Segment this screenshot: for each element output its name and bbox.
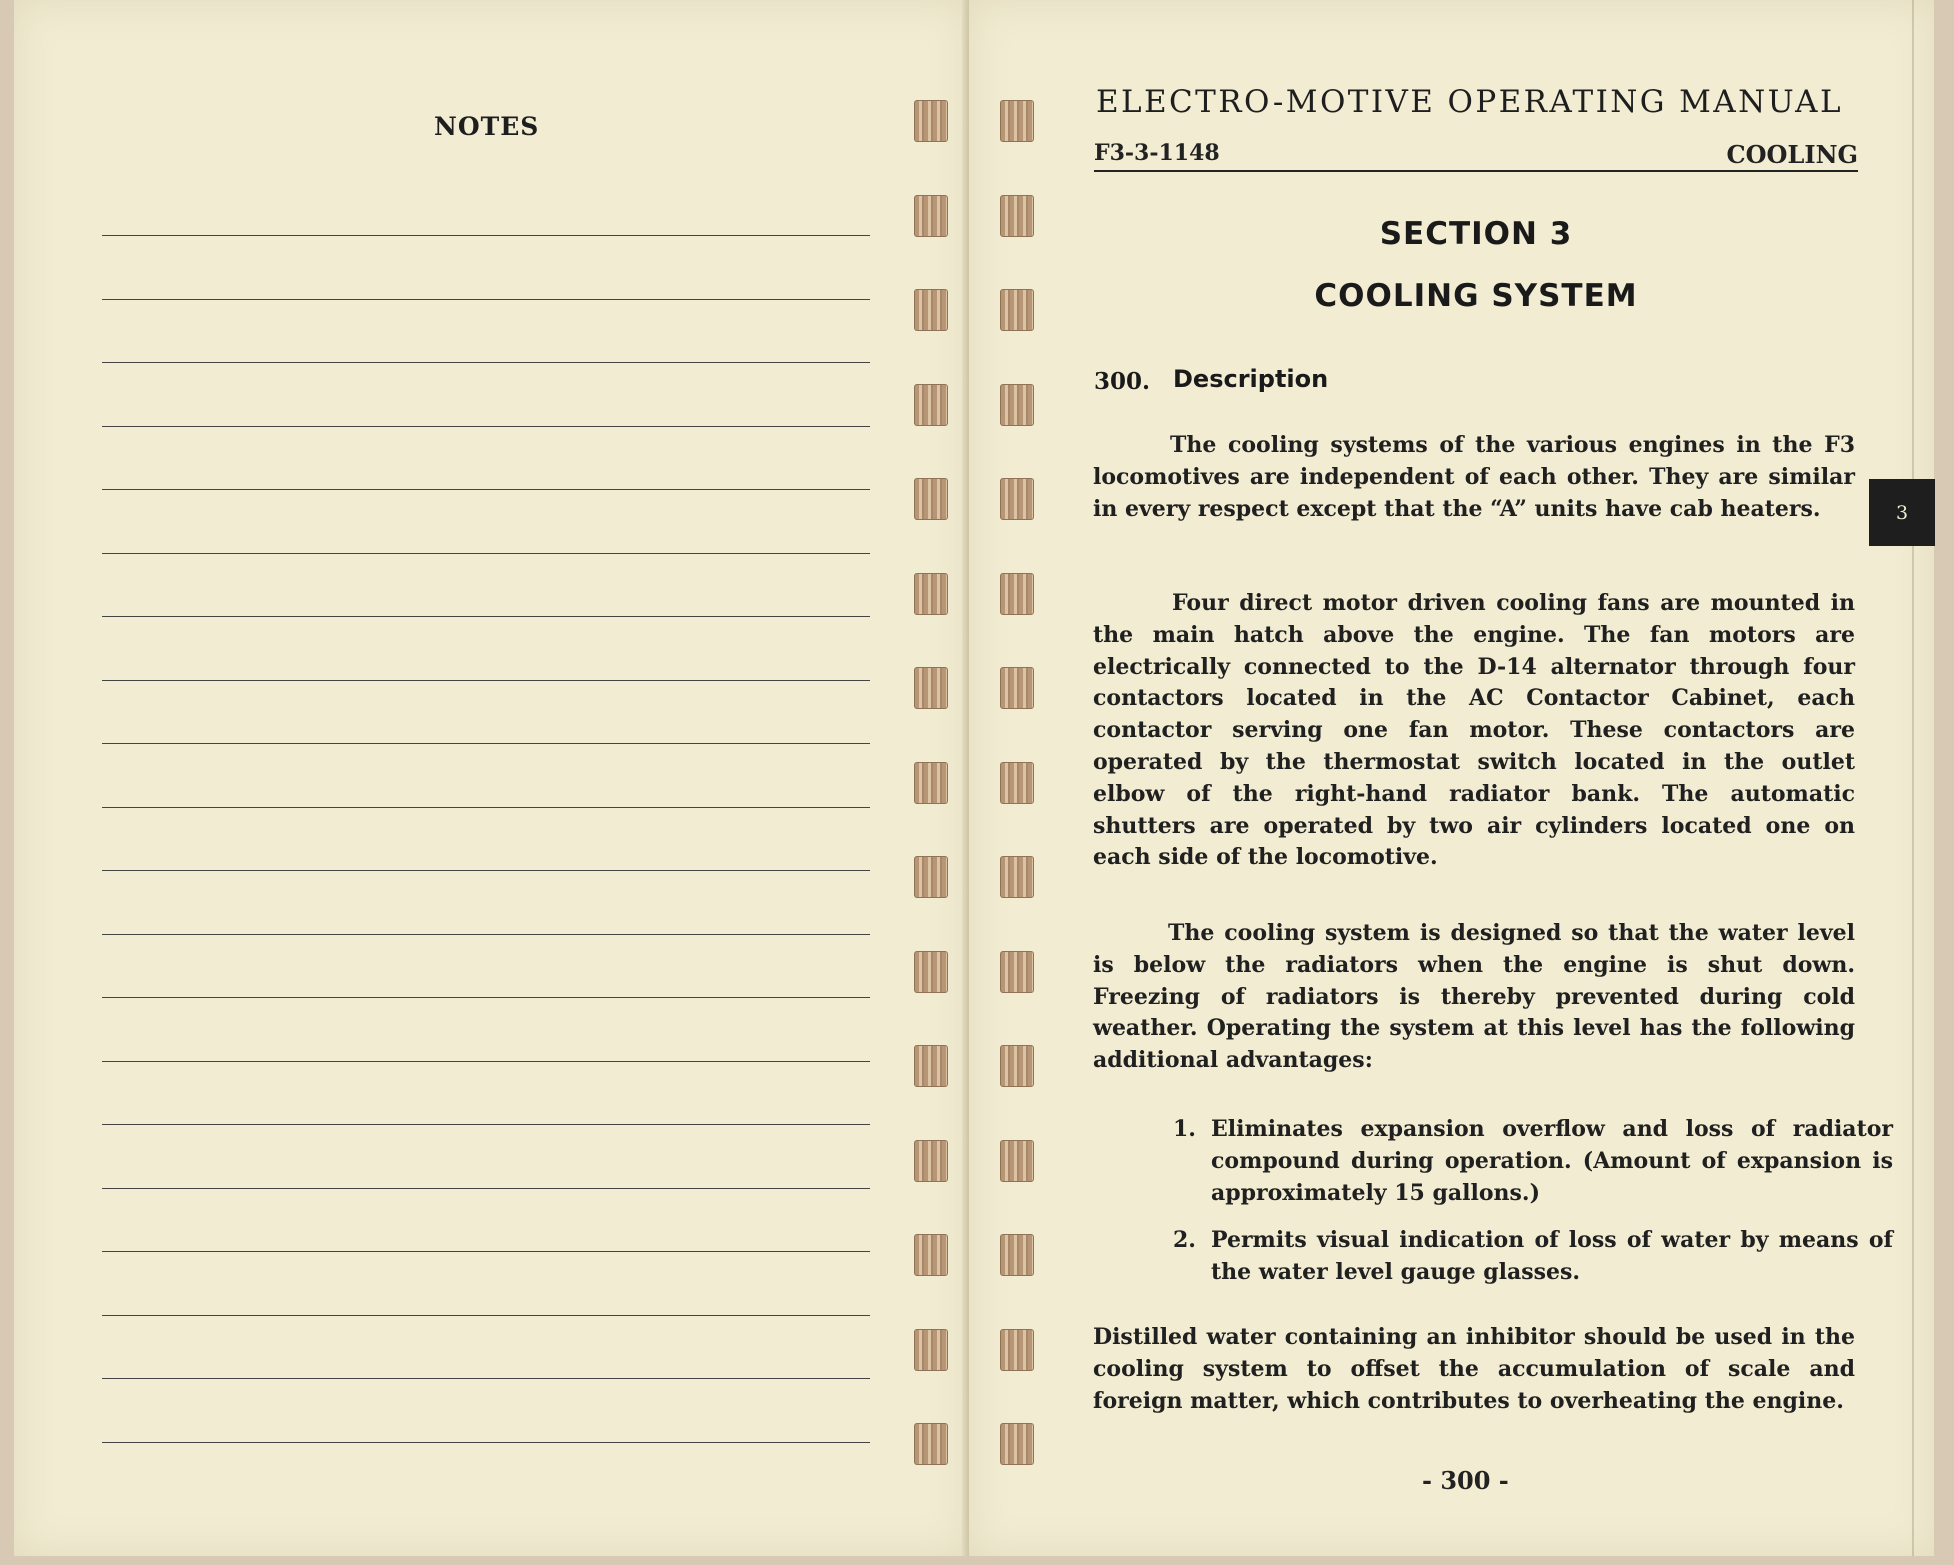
binding-hole	[914, 1329, 948, 1371]
note-line	[102, 1124, 870, 1125]
note-line	[102, 1188, 870, 1189]
binding-hole	[1000, 1045, 1034, 1087]
list-item	[1173, 1114, 1893, 1209]
section-name: COOLING	[1726, 140, 1858, 169]
binding-hole	[1000, 1234, 1034, 1276]
note-line	[102, 807, 870, 808]
note-line	[102, 997, 870, 998]
left-page	[14, 0, 969, 1556]
list-item-text: Eliminates expansion overflow and loss of radiator compound during operation. (Amount of expansion is approximately 15 gallons.)	[1211, 1116, 1893, 1206]
binding-hole	[1000, 478, 1034, 520]
binding-hole	[1000, 289, 1034, 331]
binding-hole	[1000, 667, 1034, 709]
subsection-title: Description	[1173, 365, 1329, 393]
note-line	[102, 680, 870, 681]
note-line	[102, 1251, 870, 1252]
note-line	[102, 489, 870, 490]
section-title: COOLING SYSTEM	[1314, 278, 1638, 314]
section-label: SECTION 3	[1379, 216, 1573, 252]
paragraph-1: The cooling systems of the various engines in the F3 locomotives are independent of each other. They are similar in every respect except that the “A” units have cab heaters.	[1093, 432, 1855, 522]
note-line	[102, 1315, 870, 1316]
manual-title: ELECTRO-MOTIVE OPERATING MANUAL	[1096, 84, 1843, 120]
note-line	[102, 616, 870, 617]
notes-title: NOTES	[434, 112, 540, 141]
running-header	[1094, 140, 1858, 172]
binding-hole	[914, 856, 948, 898]
note-line	[102, 426, 870, 427]
closing-paragraph: Distilled water containing an inhibitor should be used in the cooling system to offset the accumulation of scale and foreign matter, which contributes to overheating the engine.	[1093, 1324, 1855, 1414]
paragraph-3: The cooling system is designed so that the water level is below the radiators when the engine is shut down. Freezing of radiators is thereby prevented during cold weather. Operating the system at this level has the following additional advantages:	[1093, 920, 1855, 1074]
binding-hole	[914, 100, 948, 142]
binding-hole	[1000, 951, 1034, 993]
binding-hole	[914, 1045, 948, 1087]
note-line	[102, 362, 870, 363]
list-item-text: Permits visual indication of loss of water by means of the water level gauge glasses.	[1211, 1227, 1893, 1285]
binding-hole	[914, 1140, 948, 1182]
binding-hole	[1000, 100, 1034, 142]
binding-hole	[914, 289, 948, 331]
page-edge	[1912, 0, 1914, 1556]
binding-hole	[914, 573, 948, 615]
binding-holes-left	[914, 0, 948, 1556]
binding-hole	[1000, 856, 1034, 898]
binding-hole	[914, 951, 948, 993]
binding-hole	[914, 384, 948, 426]
binding-hole	[1000, 1140, 1034, 1182]
binding-holes-right	[1000, 0, 1034, 1556]
page-number: - 300 -	[1422, 1466, 1509, 1495]
paragraph-2: Four direct motor driven cooling fans are mounted in the main hatch above the engine. The fan motors are electrically connected to the D-14 alternator through four contactors located in the AC Contactor Cabinet, each contactor serving one fan motor. These contactors are operated by the thermostat switch located in the outlet elbow of the right-hand radiator bank. The automatic shutters are operated by two air cylinders located one on each side of the locomotive.	[1093, 590, 1855, 871]
note-line	[102, 743, 870, 744]
binding-hole	[1000, 384, 1034, 426]
list-item-number: 1.	[1173, 1116, 1196, 1142]
binding-hole	[1000, 573, 1034, 615]
note-line	[102, 1442, 870, 1443]
list-item-number: 2.	[1173, 1227, 1196, 1253]
binding-hole	[1000, 1329, 1034, 1371]
binding-hole	[914, 667, 948, 709]
binding-hole	[1000, 762, 1034, 804]
binding-hole	[1000, 1423, 1034, 1465]
note-line	[102, 1061, 870, 1062]
list-item	[1173, 1225, 1893, 1289]
binding-hole	[914, 762, 948, 804]
note-line	[102, 553, 870, 554]
note-line	[102, 1378, 870, 1379]
binding-hole	[914, 1423, 948, 1465]
note-line	[102, 934, 870, 935]
binding-hole	[1000, 195, 1034, 237]
section-tab[interactable]: 3	[1869, 479, 1935, 546]
binding-hole	[914, 1234, 948, 1276]
binding-hole	[914, 195, 948, 237]
subsection-number: 300.	[1094, 368, 1151, 395]
doc-number: F3-3-1148	[1094, 140, 1220, 166]
note-line	[102, 870, 870, 871]
note-line	[102, 235, 870, 236]
note-line	[102, 299, 870, 300]
binding-hole	[914, 478, 948, 520]
